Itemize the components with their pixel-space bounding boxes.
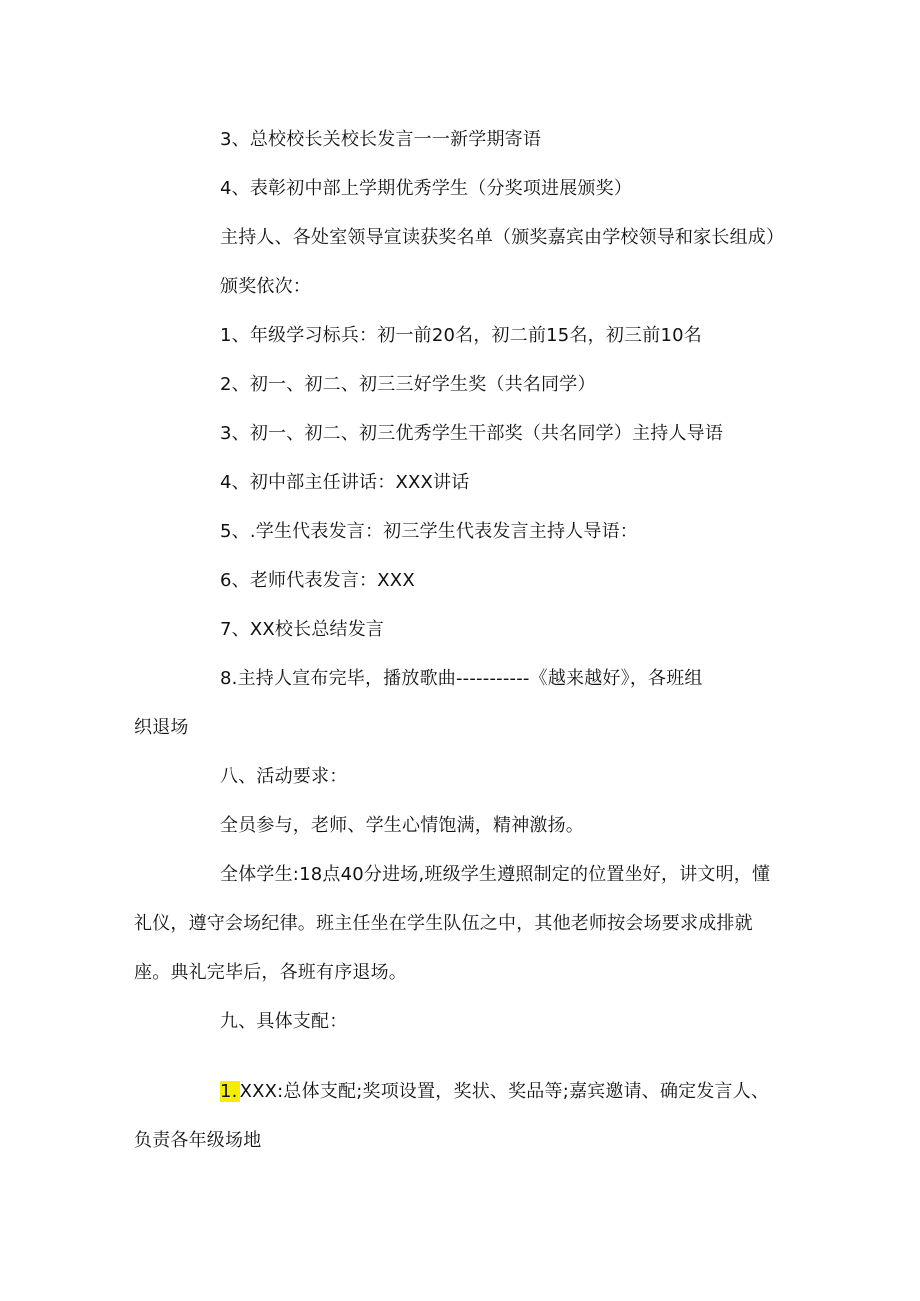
student-requirement-line-3: 座。典礼完毕后，各班有序退场。 [134,962,407,983]
award-order-heading: 颁奖依次： [220,276,311,297]
highlighted-item-number: 1. [220,1081,238,1102]
section-heading-specific-arrangements: 九、具体支配： [220,1011,348,1032]
award-item-3: 3、初一、初二、初三优秀学生干部奖（共名同学）主持人导语 [220,423,724,444]
award-item-4: 4、初中部主任讲话：XXX讲话 [220,472,470,493]
award-item-8-continuation: 织退场 [134,717,189,738]
award-item-1: 1、年级学习标兵：初一前20名，初二前15名，初三前10名 [220,325,702,346]
arrangement-item-1-text: XXX:总体支配;奖项设置，奖状、奖品等;嘉宾邀请、确定发言人、 [239,1081,770,1102]
student-requirement-line-2: 礼仪，遵守会场纪律。班主任坐在学生队伍之中，其他老师按会场要求成排就 [134,913,753,934]
award-item-6: 6、老师代表发言：XXX [220,570,415,591]
program-item-4: 4、表彰初中部上学期优秀学生（分奖项进展颁奖） [220,178,633,199]
participation-requirement: 全员参与，老师、学生心情饱满，精神激扬。 [220,815,584,836]
award-list-intro: 主持人、各处室领导宣读获奖名单（颁奖嘉宾由学校领导和家长组成） [220,227,785,248]
arrangement-item-1 [220,1080,769,1104]
award-item-7: 7、XX校长总结发言 [220,619,385,640]
program-item-3: 3、总校校长关校长发言一一新学期寄语 [220,129,542,150]
student-requirement-line-1: 全体学生:18点40分进场,班级学生遵照制定的位置坐好，讲文明，懂 [220,864,771,885]
award-item-2: 2、初一、初二、初三三好学生奖（共名同学） [220,374,596,395]
award-item-5: 5、.学生代表发言：初三学生代表发言主持人导语： [220,521,638,542]
award-item-8: 8.主持人宣布完毕，播放歌曲-----------《越来越好》，各班组 [220,668,703,689]
section-heading-activity-requirements: 八、活动要求： [220,766,348,787]
arrangement-item-1-continuation: 负责各年级场地 [134,1130,262,1151]
